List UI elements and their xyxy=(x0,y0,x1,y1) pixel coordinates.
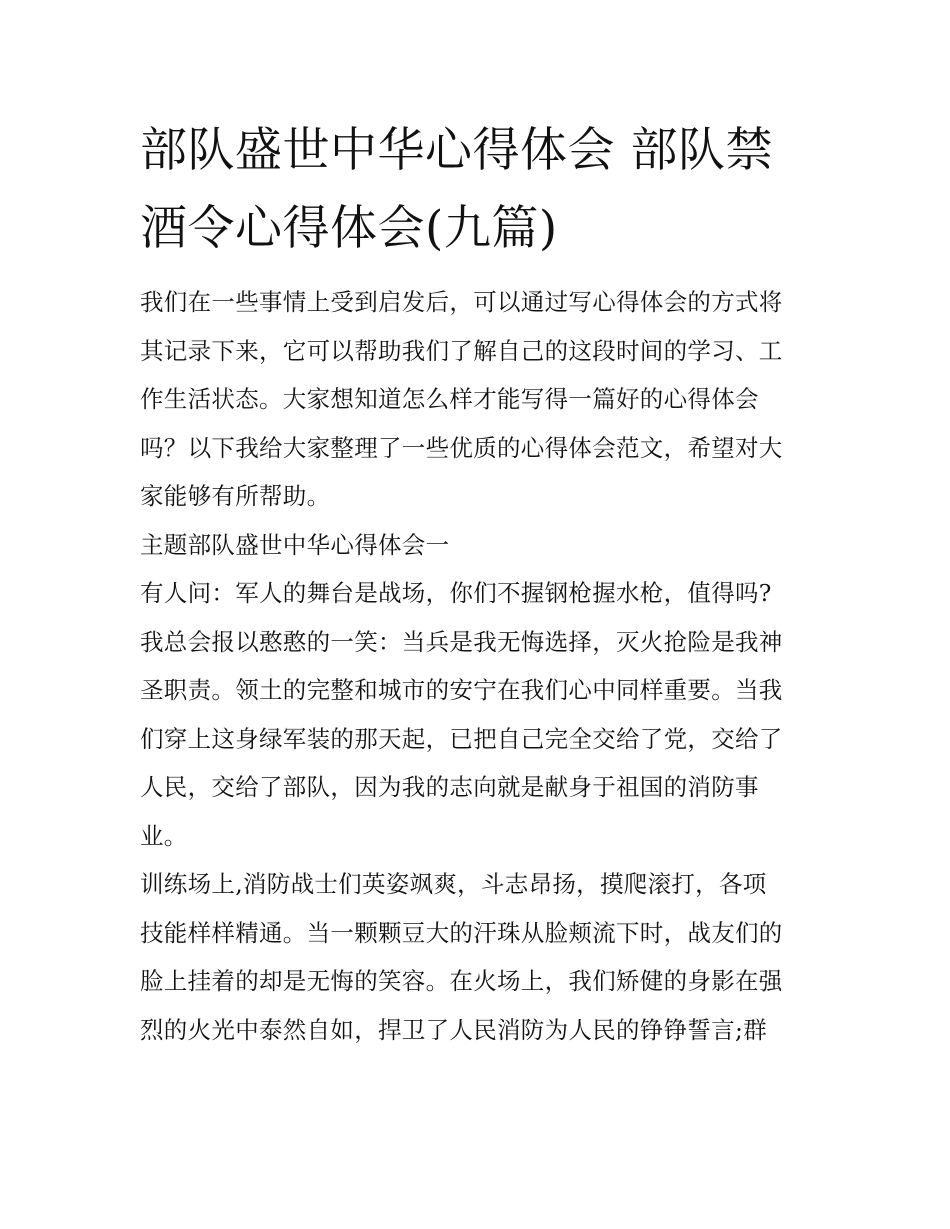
title-line: 酒令心得体会(九篇) xyxy=(140,201,558,256)
document-title xyxy=(140,112,830,268)
paragraph-line: 技能样样精通。当一颗颗豆大的汗珠从脸颊流下时，战友们的 xyxy=(140,918,783,947)
paragraph-line: 脸上挂着的却是无悔的笑容。在火场上，我们矫健的身影在强 xyxy=(140,967,783,995)
paragraph-line: 其记录下来，它可以帮助我们了解自己的这段时间的学习、工 xyxy=(140,336,783,365)
section-heading: 主题部队盛世中华心得体会一 xyxy=(140,530,450,559)
paragraph-line: 烈的火光中泰然自如，捍卫了人民消防为人民的铮铮誓言;群 xyxy=(140,1015,768,1044)
title-line: 部队盛世中华心得体会 部队禁 xyxy=(140,123,773,178)
paragraph-line: 业。 xyxy=(140,821,188,850)
document-body xyxy=(140,278,830,1054)
paragraph-line: 家能够有所帮助。 xyxy=(140,482,331,510)
paragraph-line: 我总会报以憨憨的一笑：当兵是我无悔选择，灭火抢险是我神 xyxy=(140,627,783,656)
paragraph-line: 训练场上,消防战士们英姿飒爽，斗志昂扬，摸爬滚打，各项 xyxy=(140,870,767,898)
paragraph-line: 圣职责。领土的完整和城市的安宁在我们心中同样重要。当我 xyxy=(140,676,783,704)
paragraph-line: 作生活状态。大家想知道怎么样才能写得一篇好的心得体会 xyxy=(140,385,759,413)
paragraph-line: 有人问：军人的舞台是战场，你们不握钢枪握水枪，值得吗? xyxy=(140,579,772,607)
paragraph-line: 我们在一些事情上受到启发后，可以通过写心得体会的方式将 xyxy=(140,288,783,316)
paragraph-line: 吗？以下我给大家整理了一些优质的心得体会范文，希望对大 xyxy=(140,433,783,462)
paragraph-line: 人民，交给了部队，因为我的志向就是献身于祖国的消防事 xyxy=(140,773,759,801)
paragraph-line: 们穿上这身绿军装的那天起，已把自己完全交给了党，交给了 xyxy=(140,724,783,753)
